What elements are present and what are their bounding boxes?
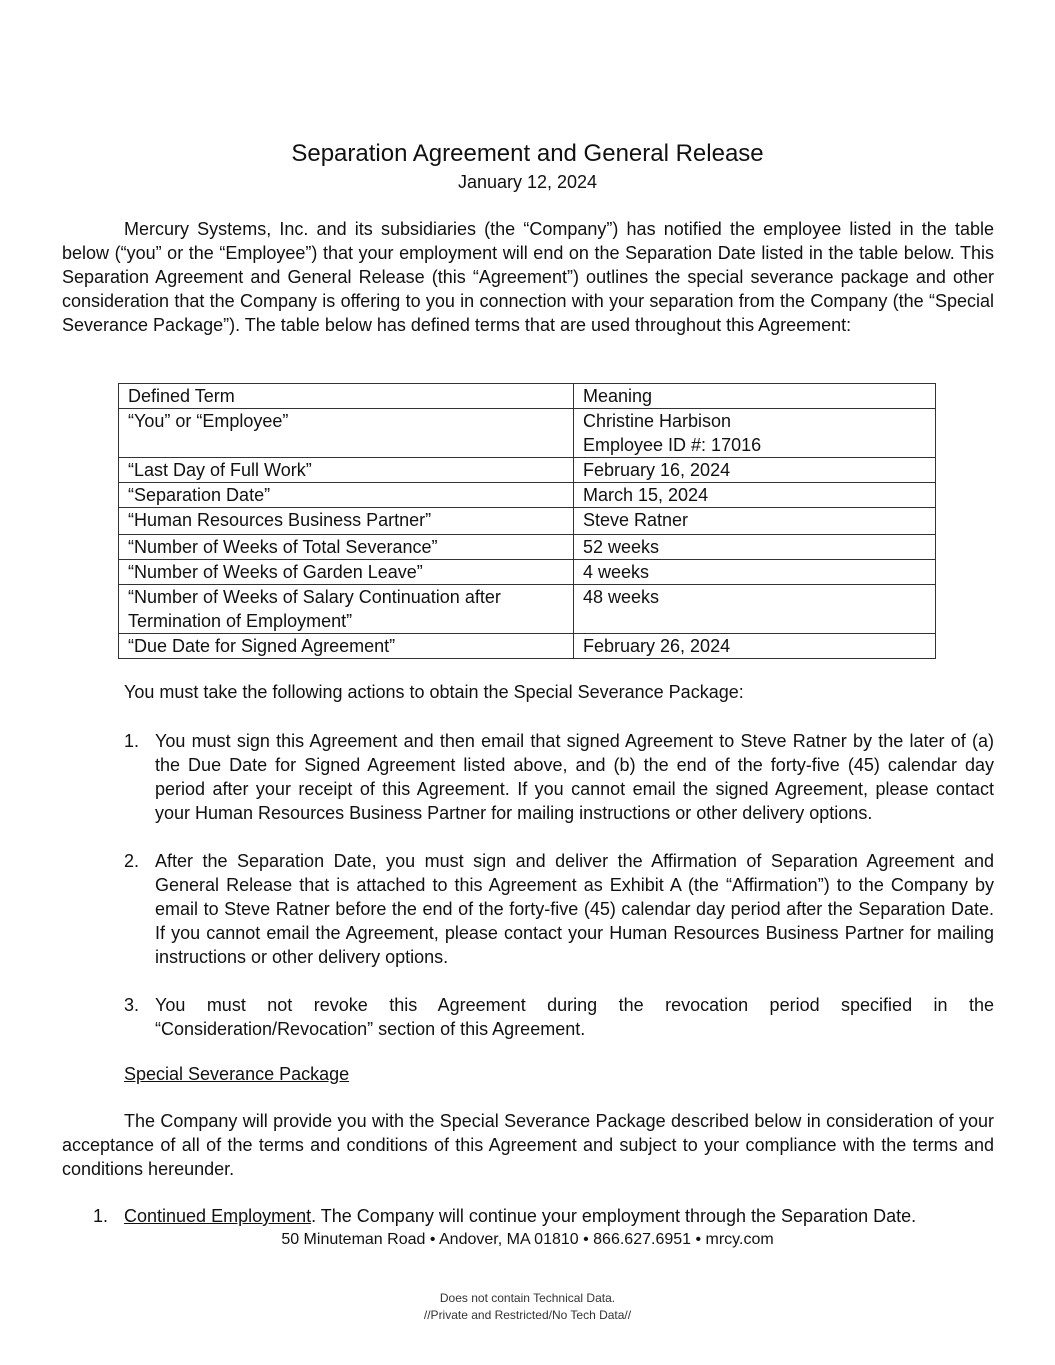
footer-address: 50 Minuteman Road • Andover, MA 01810 • 866.627.6951 • mrcy.com (281, 1231, 774, 1248)
severance-paragraph: The Company will provide you with the Special Severance Package described below in consideration of your acceptance of all of the terms and conditions of this Agreement and subject to your compliance with the terms and conditions hereunder. (62, 1111, 994, 1179)
footer-note: Does not contain Technical Data. (439, 1291, 616, 1305)
footer-classification: //Private and Restricted/No Tech Data// (423, 1308, 632, 1322)
meaning-cell: Steve Ratner (574, 508, 936, 535)
meaning-cell: 4 weeks (574, 560, 936, 585)
table-header-term: Defined Term (119, 384, 574, 409)
list-item-number: 1. (93, 1206, 109, 1226)
list-item-number: 3. (124, 995, 140, 1015)
actions-list (124, 729, 994, 1065)
meaning-cell: 48 weeks (574, 585, 936, 634)
term-line: “Number of Weeks of Salary Continuation after (128, 587, 501, 607)
term-cell: “Due Date for Signed Agreement” (119, 634, 574, 659)
document-date: January 12, 2024 (457, 172, 598, 192)
table-row (119, 560, 936, 585)
list-item (124, 729, 994, 825)
table-row (119, 508, 936, 535)
list-item-number: 2. (124, 851, 140, 871)
meaning-cell: 52 weeks (574, 535, 936, 560)
meaning-cell: February 16, 2024 (574, 458, 936, 483)
table-row (119, 585, 936, 634)
continued-employment-item (93, 1204, 916, 1228)
term-cell (119, 585, 574, 634)
list-item (124, 849, 994, 969)
document-title: Separation Agreement and General Release (291, 140, 764, 167)
term-cell: “Human Resources Business Partner” (119, 508, 574, 535)
meaning-cell (574, 409, 936, 458)
table-header-row (119, 384, 936, 409)
intro-paragraph: Mercury Systems, Inc. and its subsidiaries (the “Company”) has notified the employee listed in the table below (“you” or the “Employee”) that your employment will end on the Separation Date listed in the table below. This Separation Agreement and General Release (this “Agreement”) outlines the special severance package and other consideration that the Company is offering to you in connection with your separation from the Company (the “Special Severance Package”). The table below has defined terms that are used throughout this Agreement: (62, 219, 994, 335)
term-cell: “Separation Date” (119, 483, 574, 508)
meaning-line: Christine Harbison (583, 411, 732, 431)
list-item-number: 1. (124, 731, 140, 751)
table-row (119, 483, 936, 508)
list-item-text: You must not revoke this Agreement during the revocation period specified in the “Consideration/Revocation” section of this Agreement. (155, 995, 994, 1039)
meaning-cell: March 15, 2024 (574, 483, 936, 508)
meaning-cell: February 26, 2024 (574, 634, 936, 659)
table-row (119, 458, 936, 483)
actions-intro: You must take the following actions to obtain the Special Severance Package: (124, 682, 744, 702)
term-cell: “Number of Weeks of Garden Leave” (119, 560, 574, 585)
table-row (119, 634, 936, 659)
section-heading: Special Severance Package (124, 1064, 350, 1084)
list-item-text: After the Separation Date, you must sign and deliver the Affirmation of Separation Agreement and General Release that is attached to this Agreement as Exhibit A (the “Affirmation”) to the Company by email to Steve Ratner before the end of the forty-five (45) calendar day period after the Separation Date. If you cannot email the Agreement, please contact your Human Resources Business Partner for mailing instructions or other delivery options. (155, 851, 994, 967)
list-item-text: You must sign this Agreement and then email that signed Agreement to Steve Ratner by the later of (a) the Due Date for Signed Agreement listed above, and (b) the end of the forty-five (45) calendar day period after your receipt of this Agreement. If you cannot email the signed Agreement, please contact your Human Resources Business Partner for mailing instructions or other delivery options. (155, 731, 994, 823)
term-cell: “Number of Weeks of Total Severance” (119, 535, 574, 560)
meaning-line: Employee ID #: 17016 (583, 435, 762, 455)
term-cell: “You” or “Employee” (119, 409, 574, 458)
table-row (119, 409, 936, 458)
table-row (119, 535, 936, 560)
item-text: . The Company will continue your employment through the Separation Date. (311, 1206, 917, 1226)
defined-terms-table (118, 383, 936, 659)
list-item (124, 993, 994, 1041)
table-header-meaning: Meaning (574, 384, 936, 409)
term-cell: “Last Day of Full Work” (119, 458, 574, 483)
item-heading: Continued Employment (124, 1206, 312, 1226)
term-line: Termination of Employment” (128, 611, 353, 631)
